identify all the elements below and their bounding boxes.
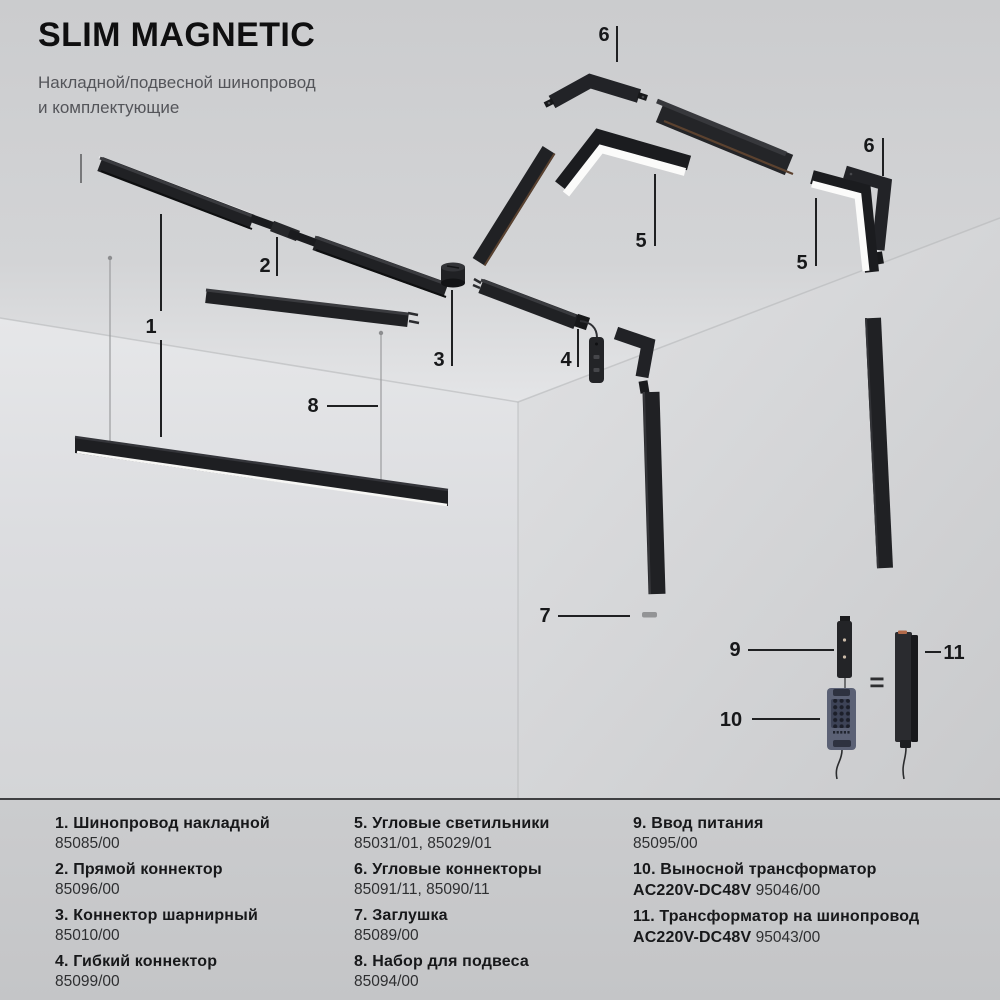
- header: [38, 16, 316, 120]
- legend-item-9: [633, 813, 973, 854]
- legend-item-1: [55, 813, 340, 854]
- legend-item-6: [354, 859, 624, 900]
- legend-item-code: 85089/00: [354, 927, 419, 944]
- legend-item-title: 3. Коннектор шарнирный: [55, 907, 258, 924]
- legend-item-10: [633, 859, 973, 901]
- legend-item-voltage: AC220V-DC48V: [633, 929, 752, 946]
- legend-item-7: [354, 905, 624, 946]
- callout-6-right: 6: [863, 135, 875, 157]
- legend-item-5: [354, 813, 624, 854]
- legend-item-code: 95043/00: [755, 929, 821, 946]
- callout-5-right: 5: [796, 252, 808, 274]
- hinge-connector: [441, 263, 465, 288]
- callout-6-top: 6: [598, 24, 610, 46]
- legend-item-spec: [633, 880, 973, 901]
- page-subtitle: [38, 70, 316, 120]
- legend-column-1: [55, 813, 340, 997]
- legend-item-code: 85094/00: [354, 973, 419, 990]
- callout-5-center: 5: [635, 230, 647, 252]
- legend-item-code: 85091/11, 85090/11: [354, 881, 490, 898]
- legend-item-3: [55, 905, 340, 946]
- legend-item-title: 4. Гибкий коннектор: [55, 953, 218, 970]
- legend-column-3: [633, 813, 973, 953]
- legend-item-voltage: AC220V-DC48V: [633, 882, 752, 899]
- callout-10: 10: [719, 709, 743, 731]
- legend-item-title: 5. Угловые светильники: [354, 815, 550, 832]
- legend-item-title: 1. Шинопровод накладной: [55, 815, 270, 832]
- subtitle-line-2: и комплектующие: [38, 98, 180, 117]
- legend-item-11: [633, 906, 973, 948]
- equals-sign: =: [869, 667, 885, 697]
- legend-item-spec: [633, 927, 973, 948]
- legend-item-4: [55, 951, 340, 992]
- legend-item-title: 11. Трансформатор на шинопровод: [633, 908, 920, 925]
- legend-item-title: 10. Выносной трансформатор: [633, 861, 877, 878]
- callout-9: 9: [729, 639, 741, 661]
- callout-4: 4: [560, 349, 572, 371]
- legend-item-code: 85085/00: [55, 835, 120, 852]
- callout-3: 3: [433, 349, 445, 371]
- legend-item-8: [354, 951, 624, 992]
- legend: [0, 798, 1000, 1000]
- legend-item-title: 6. Угловые коннекторы: [354, 861, 542, 878]
- legend-item-code: 85031/01, 85029/01: [354, 835, 492, 852]
- subtitle-line-1: Накладной/подвесной шинопровод: [38, 73, 316, 92]
- legend-item-code: 95046/00: [755, 882, 821, 899]
- callout-1: 1: [145, 316, 157, 338]
- legend-item-title: 7. Заглушка: [354, 907, 448, 924]
- callout-11: 11: [943, 642, 965, 664]
- legend-item-2: [55, 859, 340, 900]
- legend-item-code: 85099/00: [55, 973, 120, 990]
- end-cap: [642, 612, 657, 618]
- legend-item-title: 2. Прямой коннектор: [55, 861, 223, 878]
- callout-8: 8: [307, 395, 319, 417]
- callout-7: 7: [539, 605, 551, 627]
- legend-column-2: [354, 813, 624, 997]
- legend-item-code: 85095/00: [633, 835, 698, 852]
- page-title: SLIM MAGNETIC: [38, 16, 316, 54]
- legend-item-title: 8. Набор для подвеса: [354, 953, 529, 970]
- legend-item-code: 85096/00: [55, 881, 120, 898]
- legend-item-code: 85010/00: [55, 927, 120, 944]
- power-feed: [837, 616, 852, 688]
- legend-item-title: 9. Ввод питания: [633, 815, 764, 832]
- callout-2: 2: [259, 255, 271, 277]
